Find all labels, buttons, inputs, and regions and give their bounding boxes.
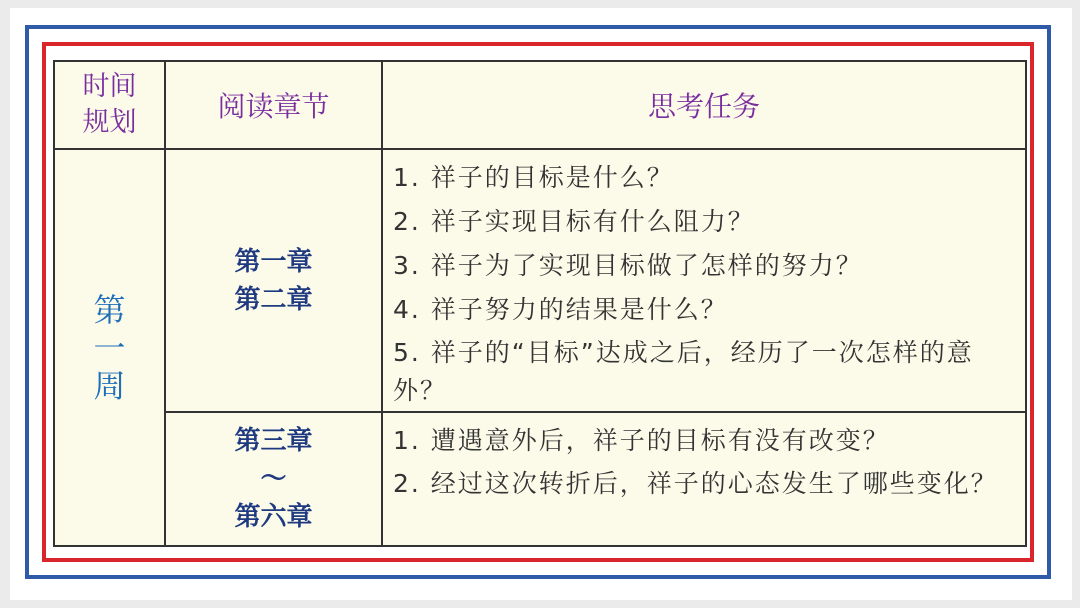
chapter-label: 第二章 [234,284,313,315]
chapter-label: 第六章 [234,502,313,532]
task-item: 2. 经过这次转折后，祥子的心态发生了哪些变化？ [393,469,998,498]
task-item: 4. 祥子努力的结果是什么？ [393,295,728,324]
table-row [54,412,1026,546]
chapter-label: ～ [260,464,287,494]
task-item: 1. 遭遇意外后，祥子的目标有没有改变？ [393,426,890,455]
header-thinking-tasks: 思考任务 [382,61,1026,149]
task-item: 2. 祥子实现目标有什么阻力？ [393,207,755,236]
header-time-line1: 时间 [82,71,137,102]
chapter-label: 第三章 [234,426,313,456]
week-char: 一 [93,328,126,367]
task-cell [382,149,1026,412]
task-cell [382,412,1026,546]
chapter-label: 第一章 [234,246,313,277]
week-char: 周 [93,366,126,405]
task-item: 5. 祥子的“目标”达成之后，经历了一次怎样的意外？ [393,338,974,405]
reading-plan-table [53,60,1027,547]
header-reading-chapters: 阅读章节 [165,61,382,149]
week-cell [54,149,165,546]
header-time-plan [54,61,165,149]
week-char: 第 [93,290,126,329]
table-header-row [54,61,1026,149]
table-row [54,149,1026,412]
chapter-cell [165,412,382,546]
task-item: 3. 祥子为了实现目标做了怎样的努力？ [393,251,863,280]
task-item: 1. 祥子的目标是什么？ [393,163,674,192]
chapter-cell [165,149,382,412]
header-time-line2: 规划 [82,107,137,138]
